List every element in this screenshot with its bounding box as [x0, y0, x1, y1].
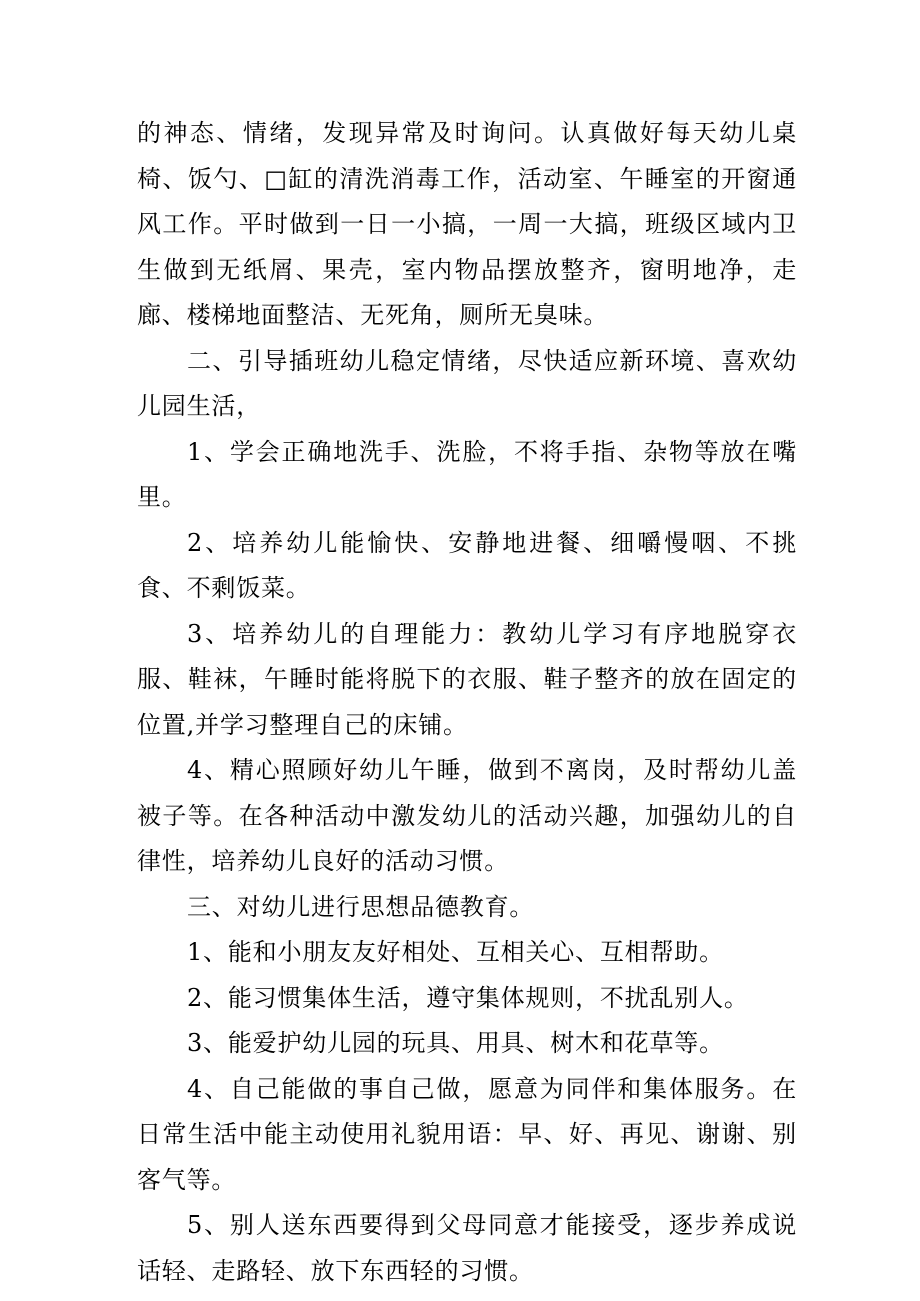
document-body — [137, 111, 797, 1294]
list-item: 1、能和小朋友友好相处、互相关心、互相帮助。 — [187, 938, 724, 966]
list-item: 2、能习惯集体生活，遵守集体规则，不扰乱别人。 — [187, 983, 749, 1012]
section-heading-3: 三、对幼儿进行思想品德教育。 — [187, 892, 535, 921]
list-item: 3、培养幼儿的自理能力：教幼儿学习有序地脱穿衣服、鞋袜，午睡时能将脱下的衣服、鞋子整齐的放在固定的位置,并学习整理自己的床铺。 — [137, 619, 797, 739]
list-item: 3、能爱护幼儿园的玩具、用具、树木和花草等。 — [187, 1029, 724, 1057]
paragraph-hygiene-continued: 的神态、情绪，发现异常及时询问。认真做好每天幼儿桌椅、饭勺、□缸的清洗消毒工作，活动室、午睡室的开窗通风工作。平时做到一日一小搞，一周一大搞，班级区域内卫生做到无纸屑、果壳，室内物品摆放整齐，窗明地净，走廊、楼梯地面整洁、无死角，厕所无臭味。 — [137, 119, 797, 329]
list-item: 5、别人送东西要得到父母同意才能接受，逐步养成说话轻、走路轻、放下东西轻的习惯。 — [137, 1211, 797, 1285]
list-item: 4、精心照顾好幼儿午睡，做到不离岗，及时帮幼儿盖被子等。在各种活动中激发幼儿的活动兴趣，加强幼儿的自律性，培养幼儿良好的活动习惯。 — [137, 756, 797, 875]
list-item: 4、自己能做的事自己做，愿意为同伴和集体服务。在日常生活中能主动使用礼貌用语：早、好、再见、谢谢、别客气等。 — [137, 1074, 797, 1194]
list-item: 1、学会正确地洗手、洗脸，不将手指、杂物等放在嘴里。 — [137, 437, 797, 511]
section-heading-2: 二、引导插班幼儿稳定情绪，尽快适应新环境、喜欢幼儿园生活， — [137, 346, 797, 420]
list-item: 2、培养幼儿能愉快、安静地进餐、细嚼慢咽、不挑食、不剩饭菜。 — [137, 528, 797, 602]
